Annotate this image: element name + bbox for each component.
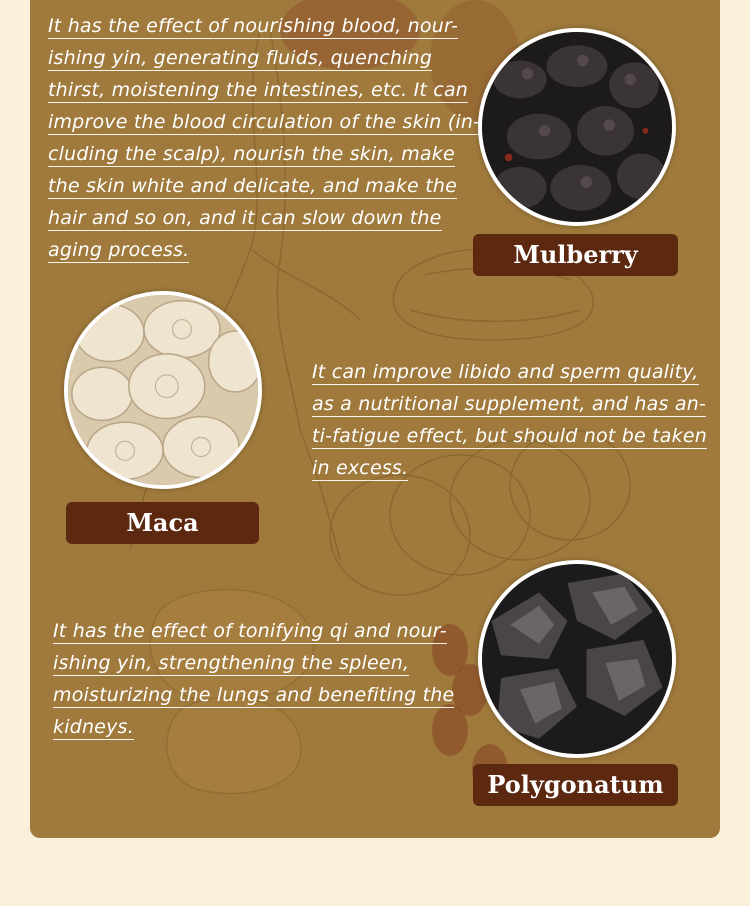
description-line: in excess. [312, 457, 409, 479]
description-line: ishing yin, strengthening the spleen, [53, 652, 410, 674]
maca-description [312, 356, 712, 484]
mulberry-photo [478, 28, 676, 226]
description-line: hair and so on, and it can slow down the [48, 207, 442, 229]
description-line: improve the blood circulation of the skin (in- [48, 111, 481, 133]
description-line: kidneys. [53, 716, 134, 738]
description-line: aging process. [48, 239, 190, 261]
polygonatum-photo [478, 560, 676, 758]
maca-label: Maca [66, 502, 259, 544]
polygonatum-description [53, 615, 473, 743]
polygonatum-label: Polygonatum [473, 764, 678, 806]
description-line: ishing yin, generating fluids, quenching [48, 47, 433, 69]
description-line: ti-fatigue effect, but should not be taken [312, 425, 707, 447]
description-line: moisturizing the lungs and benefiting the [53, 684, 455, 706]
description-line: It has the effect of tonifying qi and nour- [53, 620, 447, 642]
description-line: cluding the scalp), nourish the skin, make [48, 143, 455, 165]
mulberry-label: Mulberry [473, 234, 678, 276]
description-line: It has the effect of nourishing blood, nour- [48, 15, 459, 37]
description-line: as a nutritional supplement, and has an- [312, 393, 706, 415]
description-line: It can improve libido and sperm quality, [312, 361, 699, 383]
herb-info-panel [30, 0, 720, 838]
description-line: the skin white and delicate, and make the [48, 175, 457, 197]
mulberry-description [48, 10, 488, 266]
maca-photo [64, 291, 262, 489]
description-line: thirst, moistening the intestines, etc. It can [48, 79, 469, 101]
